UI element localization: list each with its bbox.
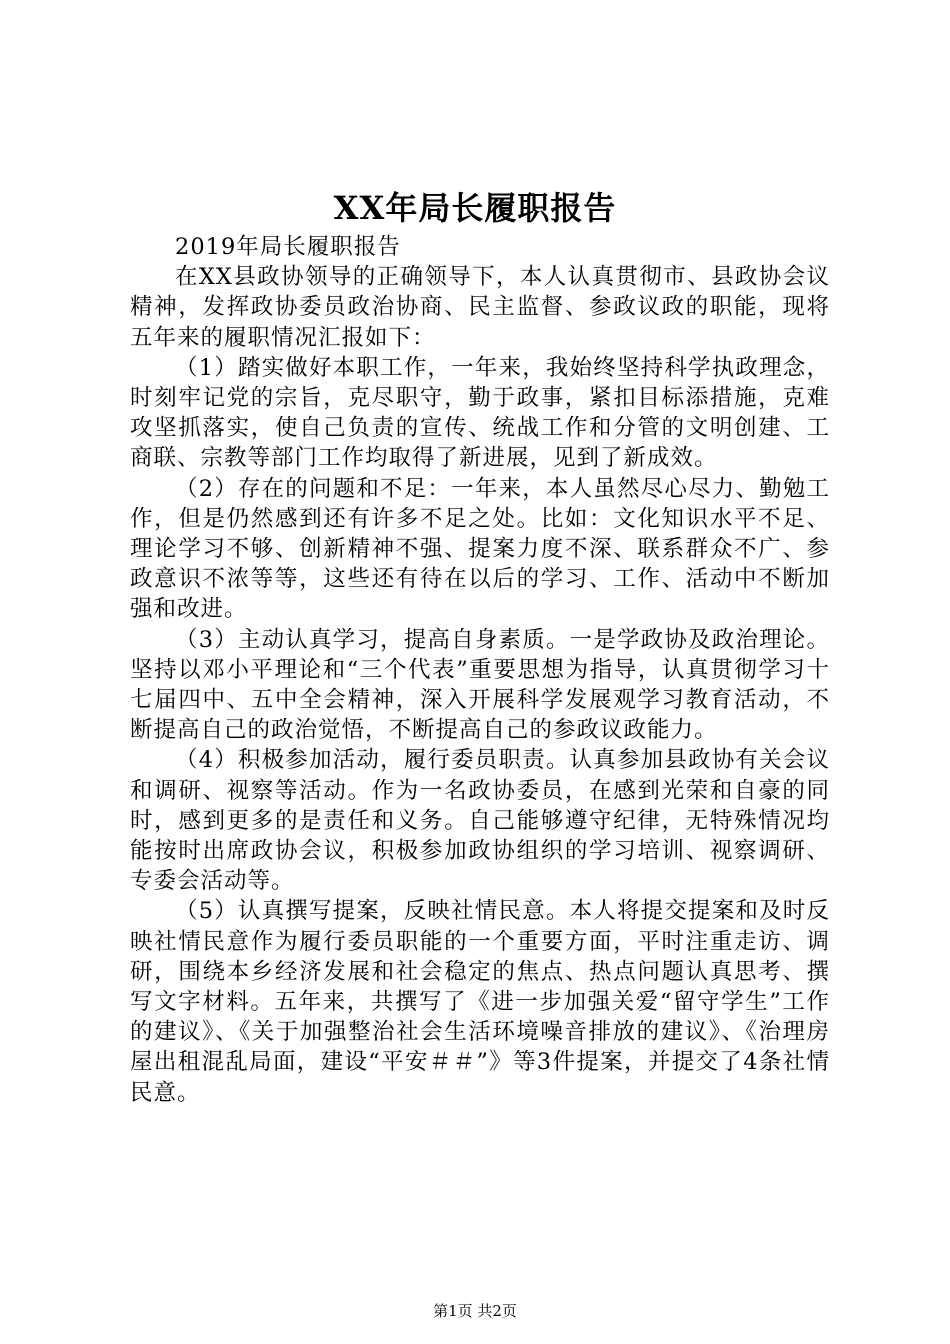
paragraph-item-4: （4）积极参加活动，履行委员职责。认真参加县政协有关会议和调研、视察等活动。作为一名政协委员，在感到光荣和自豪的同时，感到更多的是责任和义务。自己能够遵守纪律，无特殊情况均能按时出席政协会议，积极参加政协组织的学习培训、视察调研、专委会活动等。: [130, 747, 830, 895]
paragraph-subtitle: 2019年局长履职报告: [175, 234, 401, 260]
page-footer: 第1页 共2页: [433, 1302, 517, 1320]
paragraph-item-5: （5）认真撰写提案，反映社情民意。本人将提交提案和及时反映社情民意作为履行委员职能的一个重要方面，平时注重走访、调研，围绕本乡经济发展和社会稳定的焦点、热点问题认真思考、撰写文字材料。五年来，共撰写了《进一步加强关爱“留守学生”工作的建议》、《关于加强整治社会生活环境噪音排放的建议》、《治理房屋出租混乱局面，建设“平安＃＃”》等3件提案，并提交了4条社情民意。: [130, 898, 830, 1106]
paragraph-item-3: （3）主动认真学习，提高自身素质。一是学政协及政治理论。坚持以邓小平理论和“三个代表”重要思想为指导，认真贯彻学习十七届四中、五中全会精神，深入开展科学发展观学习教育活动，不断提高自己的政治觉悟，不断提高自己的参政议政能力。: [130, 626, 830, 744]
paragraph-item-1: （1）踏实做好本职工作，一年来，我始终坚持科学执政理念，时刻牢记党的宗旨，克尽职守，勤于政事，紧扣目标添措施，克难攻坚抓落实，使自己负责的宣传、统战工作和分管的文明创建、工商联、宗教等部门工作均取得了新进展，见到了新成效。: [130, 354, 830, 472]
paragraph-intro: 在XX县政协领导的正确领导下，本人认真贯彻市、县政协会议精神，发挥政协委员政治协商、民主监督、参政议政的职能，现将五年来的履职情况汇报如下：: [130, 264, 830, 351]
document-body: [130, 232, 830, 1108]
document-title: XX年局长履职报告: [333, 189, 617, 227]
paragraph-item-2: （2）存在的问题和不足：一年来，本人虽然尽心尽力、勤勉工作，但是仍然感到还有许多不足之处。比如：文化知识水平不足、理论学习不够、创新精神不强、提案力度不深、联系群众不广、参政意识不浓等等，这些还有待在以后的学习、工作、活动中不断加强和改进。: [130, 475, 830, 623]
